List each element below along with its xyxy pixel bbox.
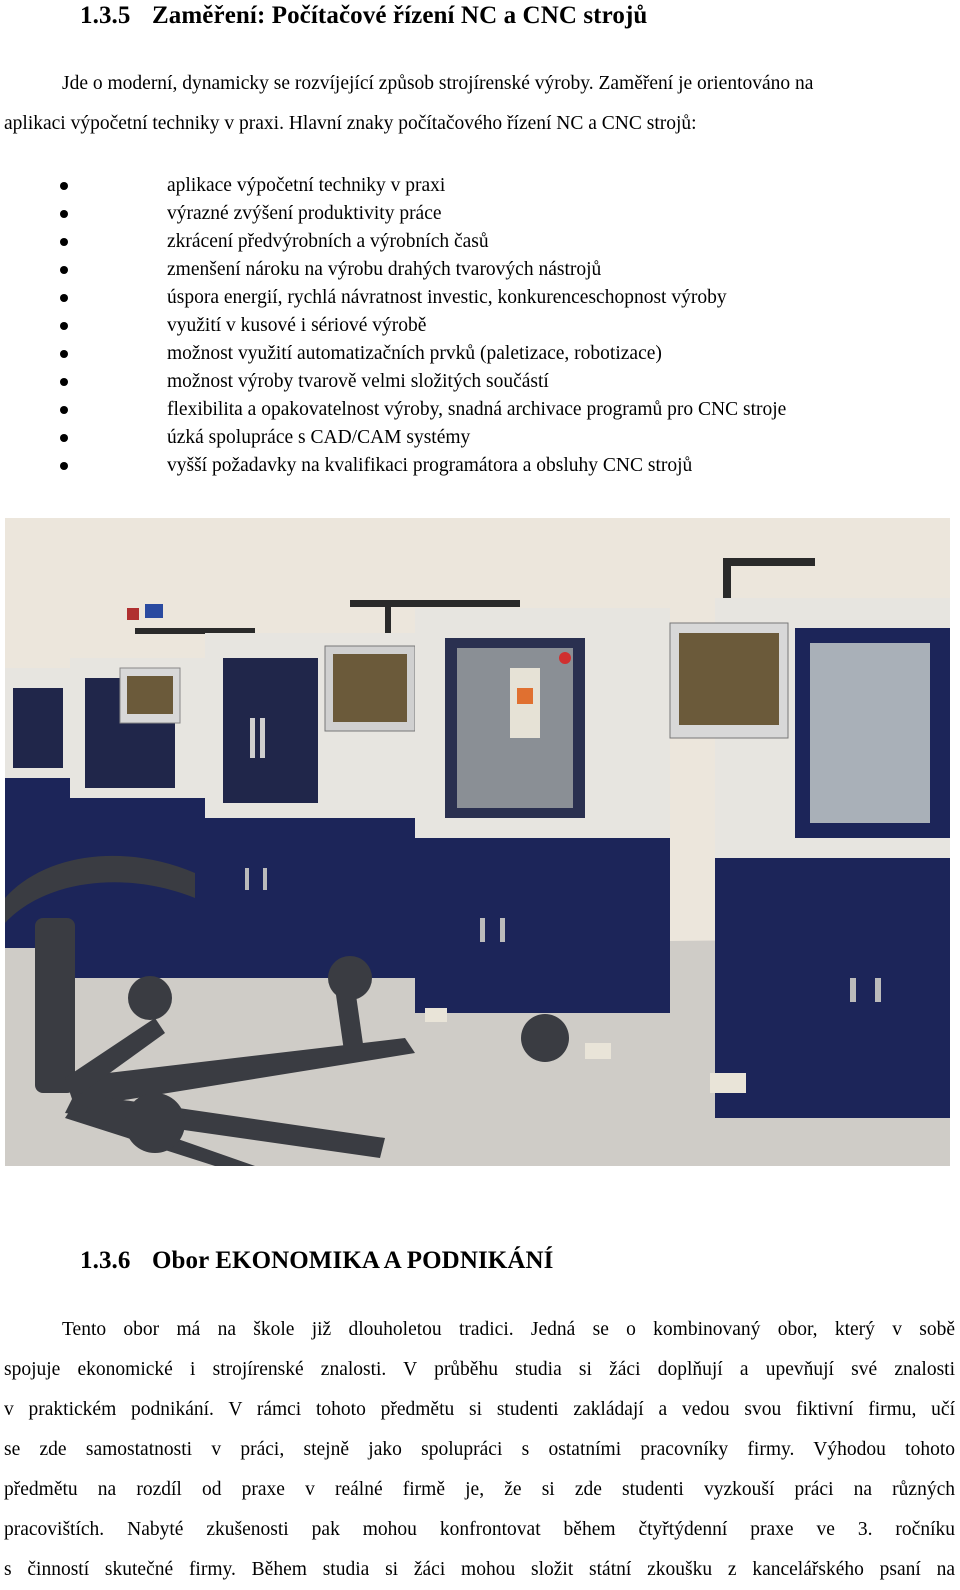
list-item: vyšší požadavky na kvalifikaci programátora a obsluhy CNC strojů xyxy=(0,452,950,480)
paragraph-line: s činností skutečné firmy. Během studia si žáci mohou složit státní zkoušku z kancelářského psaní na xyxy=(4,1559,955,1580)
list-item: možnost výroby tvarově velmi složitých součástí xyxy=(0,368,950,396)
paragraph-line: pracovištích. Nabyté zkušenosti pak mohou konfrontovat během čtyřtýdenní praxe ve 3. ročníku xyxy=(4,1519,955,1540)
photo-illustration xyxy=(5,518,950,1166)
list-item: úzká spolupráce s CAD/CAM systémy xyxy=(0,424,950,452)
section-title: Obor EKONOMIKA A PODNIKÁNÍ xyxy=(152,1247,554,1274)
cnc-machines-photo xyxy=(5,518,950,1166)
paragraph-line: spojuje ekonomické i strojírenské znalosti. V průběhu studia si žáci doplňují a upevňují své znalosti xyxy=(4,1359,955,1380)
cnc-machine xyxy=(205,633,420,978)
intro-line: aplikaci výpočetní techniky v praxi. Hlavní znaky počítačového řízení NC a CNC strojů: xyxy=(4,113,697,134)
list-item: zkrácení předvýrobních a výrobních časů xyxy=(0,228,950,256)
list-item: možnost využití automatizačních prvků (paletizace, robotizace) xyxy=(0,340,950,368)
list-item: úspora energií, rychlá návratnost investic, konkurenceschopnost výroby xyxy=(0,284,950,312)
list-item: aplikace výpočetní techniky v praxi xyxy=(0,172,950,200)
paragraph-line: Tento obor má na škole již dlouholetou tradici. Jedná se o kombinovaný obor, který v sobě xyxy=(62,1319,955,1340)
flag-icon xyxy=(127,608,139,620)
list-item: zmenšení nároku na výrobu drahých tvarových nástrojů xyxy=(0,256,950,284)
paragraph-line: předmětu na rozdíl od praxe v reálné firmě je, že si zde studenti vyzkouší práci na různých xyxy=(4,1479,955,1500)
section-number: 1.3.5 xyxy=(80,2,131,29)
list-item: výrazné zvýšení produktivity práce xyxy=(0,200,950,228)
section-heading-economics xyxy=(80,1247,554,1275)
feature-list xyxy=(0,172,950,480)
cnc-machine xyxy=(70,658,210,978)
section-heading-cnc xyxy=(80,2,647,30)
paragraph-line: v praktickém podnikání. V rámci tohoto předmětu si studenti zakládají a vedou svou fiktivní firmu, učí xyxy=(4,1399,955,1420)
flag-icon xyxy=(145,604,163,618)
intro-paragraph xyxy=(4,64,954,144)
economics-paragraph xyxy=(4,1310,955,1590)
list-item: využití v kusové i sériové výrobě xyxy=(0,312,950,340)
cnc-machine xyxy=(415,608,670,1013)
section-number: 1.3.6 xyxy=(80,1247,131,1274)
intro-line: Jde o moderní, dynamicky se rozvíjející způsob strojírenské výroby. Zaměření je orientováno na xyxy=(62,73,814,94)
paragraph-line: se zde samostatnosti v práci, stejně jako spolupráci s ostatními pracovníky firmy. Výhodou tohoto xyxy=(4,1439,955,1460)
section-title: Zaměření: Počítačové řízení NC a CNC strojů xyxy=(152,2,648,29)
list-item: flexibilita a opakovatelnost výroby, snadná archivace programů pro CNC stroje xyxy=(0,396,950,424)
